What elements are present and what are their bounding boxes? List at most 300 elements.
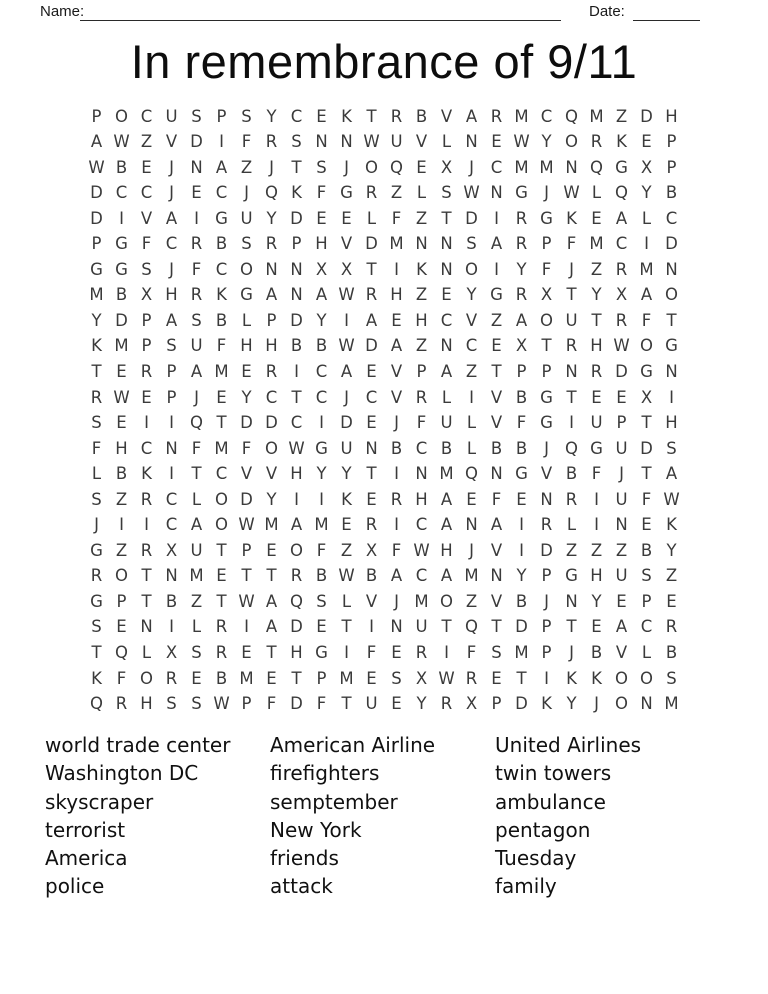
- grid-cell: T: [216, 540, 227, 560]
- grid-cell: P: [316, 668, 327, 688]
- grid-cell: Z: [615, 106, 628, 126]
- grid-cell: T: [366, 259, 377, 279]
- word-column: [270, 731, 495, 901]
- grid-cell: N: [490, 566, 503, 586]
- grid-cell: Q: [115, 643, 128, 662]
- word-item: terrorist: [45, 817, 126, 842]
- grid-cell: L: [366, 208, 377, 228]
- grid-cell: E: [316, 106, 327, 126]
- grid-cell: T: [491, 617, 502, 637]
- grid-cell: M: [314, 515, 329, 535]
- grid-cell: P: [216, 106, 227, 126]
- grid-cell: L: [441, 132, 452, 152]
- grid-cell: W: [88, 157, 105, 177]
- grid-cell: C: [315, 387, 328, 407]
- word-list: [45, 731, 725, 901]
- grid-cell: C: [215, 464, 228, 484]
- grid-cell: R: [515, 234, 528, 254]
- grid-cell: J: [244, 183, 249, 203]
- grid-cell: I: [369, 617, 374, 637]
- grid-cell: B: [665, 183, 678, 203]
- grid-cell: I: [519, 540, 524, 560]
- grid-cell: A: [265, 591, 278, 611]
- grid-cell: N: [490, 464, 503, 484]
- grid-cell: D: [365, 336, 378, 356]
- grid-cell: Q: [190, 413, 203, 433]
- grid-cell: S: [441, 183, 452, 203]
- grid-cell: G: [340, 183, 353, 203]
- grid-cell: F: [241, 438, 252, 458]
- grid-cell: Y: [566, 694, 577, 714]
- grid-cell: E: [141, 387, 152, 407]
- grid-cell: P: [541, 234, 552, 254]
- grid-cell: V: [465, 310, 478, 330]
- grid-cell: A: [290, 515, 303, 535]
- grid-cell: H: [165, 285, 178, 305]
- grid-cell: L: [566, 515, 577, 535]
- grid-cell: N: [465, 515, 478, 535]
- grid-cell: H: [290, 464, 303, 484]
- grid-cell: Q: [265, 183, 278, 203]
- grid-cell: B: [390, 438, 403, 458]
- grid-cell: P: [666, 132, 677, 152]
- grid-cell: F: [266, 694, 277, 714]
- grid-cell: E: [491, 668, 502, 688]
- grid-cell: N: [665, 259, 678, 279]
- grid-cell: R: [140, 361, 153, 381]
- grid-cell: W: [238, 591, 255, 611]
- word-item: Washington DC: [45, 761, 199, 786]
- grid-cell: I: [444, 643, 449, 662]
- grid-cell: J: [169, 157, 174, 177]
- grid-cell: E: [216, 566, 227, 586]
- grid-cell: S: [316, 591, 327, 611]
- grid-cell: E: [216, 387, 227, 407]
- grid-cell: T: [441, 617, 452, 637]
- grid-cell: S: [316, 157, 327, 177]
- grid-cell: N: [165, 438, 178, 458]
- grid-cell: S: [166, 336, 177, 356]
- grid-cell: P: [541, 643, 552, 662]
- grid-cell: O: [540, 310, 553, 330]
- grid-cell: Y: [241, 387, 252, 407]
- grid-cell: E: [591, 617, 602, 637]
- grid-cell: C: [165, 234, 178, 254]
- grid-cell: G: [90, 591, 103, 611]
- grid-cell: W: [663, 489, 680, 509]
- grid-cell: E: [316, 208, 327, 228]
- grid-cell: S: [466, 234, 477, 254]
- grid-cell: L: [241, 310, 252, 330]
- grid-cell: M: [264, 515, 279, 535]
- grid-cell: O: [465, 259, 478, 279]
- grid-cell: L: [441, 387, 452, 407]
- grid-cell: Z: [240, 157, 253, 177]
- grid-cell: A: [665, 464, 678, 484]
- grid-cell: Z: [615, 540, 628, 560]
- grid-cell: H: [590, 336, 603, 356]
- grid-cell: F: [641, 310, 652, 330]
- grid-cell: G: [590, 438, 603, 458]
- grid-cell: Q: [290, 591, 303, 611]
- grid-cell: A: [315, 285, 328, 305]
- grid-cell: N: [465, 132, 478, 152]
- grid-cell: F: [141, 234, 152, 254]
- grid-cell: L: [191, 617, 202, 637]
- grid-cell: L: [641, 208, 652, 228]
- grid-cell: P: [141, 336, 152, 356]
- grid-cell: P: [516, 361, 527, 381]
- grid-cell: Y: [266, 489, 277, 509]
- grid-cell: W: [338, 566, 355, 586]
- grid-cell: N: [190, 157, 203, 177]
- grid-cell: A: [265, 617, 278, 637]
- grid-cell: D: [115, 310, 128, 330]
- grid-cell: X: [165, 643, 178, 662]
- grid-cell: A: [390, 566, 403, 586]
- grid-cell: R: [215, 643, 228, 662]
- word-item: semptember: [270, 789, 398, 814]
- grid-cell: R: [615, 310, 628, 330]
- grid-cell: E: [141, 157, 152, 177]
- grid-cell: J: [169, 259, 174, 279]
- grid-cell: M: [339, 668, 354, 688]
- page-title: In remembrance of 9/11: [130, 35, 638, 88]
- grid-cell: D: [240, 489, 253, 509]
- date-label: Date:: [589, 3, 625, 20]
- grid-cell: S: [666, 668, 677, 688]
- grid-cell: R: [490, 106, 503, 126]
- grid-cell: O: [365, 157, 378, 177]
- grid-cell: A: [390, 336, 403, 356]
- grid-cell: A: [215, 157, 228, 177]
- grid-cell: C: [540, 106, 553, 126]
- grid-cell: I: [319, 413, 324, 433]
- grid-cell: R: [590, 132, 603, 152]
- grid-cell: M: [89, 285, 104, 305]
- grid-cell: L: [466, 413, 477, 433]
- grid-cell: G: [540, 208, 553, 228]
- grid-cell: N: [415, 234, 428, 254]
- grid-cell: N: [540, 489, 553, 509]
- grid-cell: T: [591, 310, 602, 330]
- grid-cell: E: [366, 668, 377, 688]
- grid-cell: M: [189, 566, 204, 586]
- grid-cell: E: [591, 387, 602, 407]
- grid-cell: U: [190, 540, 203, 560]
- grid-cell: O: [215, 515, 228, 535]
- grid-cell: N: [565, 157, 578, 177]
- grid-cell: A: [615, 208, 628, 228]
- grid-cell: V: [490, 387, 503, 407]
- name-blank-line: [80, 6, 561, 21]
- grid-cell: D: [240, 413, 253, 433]
- grid-cell: C: [640, 617, 653, 637]
- grid-cell: E: [391, 310, 402, 330]
- grid-cell: D: [540, 540, 553, 560]
- grid-cell: O: [440, 591, 453, 611]
- grid-cell: R: [390, 489, 403, 509]
- grid-cell: E: [366, 361, 377, 381]
- grid-cell: F: [241, 132, 252, 152]
- grid-cell: R: [565, 489, 578, 509]
- grid-cell: A: [265, 285, 278, 305]
- grid-cell: A: [615, 617, 628, 637]
- grid-cell: D: [515, 694, 528, 714]
- grid-cell: T: [666, 310, 677, 330]
- grid-cell: K: [341, 489, 352, 509]
- grid-cell: U: [390, 132, 403, 152]
- grid-cell: O: [665, 285, 678, 305]
- grid-cell: G: [315, 643, 328, 662]
- grid-cell: C: [440, 310, 453, 330]
- grid-cell: P: [641, 591, 652, 611]
- grid-cell: R: [540, 515, 553, 535]
- grid-cell: E: [616, 387, 627, 407]
- grid-cell: V: [440, 106, 453, 126]
- grid-cell: Y: [516, 566, 527, 586]
- grid-cell: Y: [666, 540, 677, 560]
- grid-cell: V: [490, 591, 503, 611]
- grid-cell: C: [165, 515, 178, 535]
- grid-cell: A: [465, 106, 478, 126]
- grid-cell: C: [140, 438, 153, 458]
- word-item: pentagon: [495, 817, 591, 842]
- grid-cell: Z: [390, 183, 403, 203]
- grid-cell: K: [91, 336, 102, 356]
- grid-cell: L: [641, 643, 652, 662]
- grid-cell: R: [165, 668, 178, 688]
- grid-cell: Y: [91, 310, 102, 330]
- grid-cell: E: [641, 515, 652, 535]
- grid-cell: K: [141, 464, 152, 484]
- grid-cell: Z: [190, 591, 203, 611]
- grid-cell: K: [591, 668, 602, 688]
- grid-cell: U: [565, 310, 578, 330]
- grid-cell: I: [344, 643, 349, 662]
- grid-cell: G: [315, 438, 328, 458]
- grid-cell: J: [394, 413, 399, 433]
- grid-cell: T: [516, 668, 527, 688]
- grid-cell: I: [169, 617, 174, 637]
- grid-cell: M: [114, 336, 129, 356]
- grid-cell: O: [615, 694, 628, 714]
- grid-cell: E: [191, 668, 202, 688]
- grid-cell: I: [494, 208, 499, 228]
- grid-cell: K: [291, 183, 302, 203]
- grid-cell: D: [615, 361, 628, 381]
- grid-cell: O: [115, 566, 128, 586]
- grid-cell: G: [640, 361, 653, 381]
- grid-cell: J: [169, 183, 174, 203]
- grid-cell: D: [90, 183, 103, 203]
- grid-cell: H: [415, 489, 428, 509]
- grid-cell: L: [416, 183, 427, 203]
- grid-cell: Y: [316, 310, 327, 330]
- grid-cell: Z: [115, 489, 128, 509]
- grid-cell: N: [565, 361, 578, 381]
- grid-cell: E: [416, 157, 427, 177]
- grid-cell: N: [440, 234, 453, 254]
- grid-cell: M: [514, 106, 529, 126]
- grid-cell: R: [665, 617, 678, 637]
- grid-cell: Y: [641, 183, 652, 203]
- grid-cell: B: [215, 310, 228, 330]
- grid-cell: M: [389, 234, 404, 254]
- grid-cell: B: [515, 387, 528, 407]
- grid-cell: D: [640, 106, 653, 126]
- grid-cell: J: [344, 157, 349, 177]
- grid-cell: G: [115, 234, 128, 254]
- grid-cell: T: [566, 387, 577, 407]
- grid-cell: I: [244, 617, 249, 637]
- grid-cell: V: [415, 132, 428, 152]
- grid-cell: J: [469, 157, 474, 177]
- grid-cell: R: [265, 132, 278, 152]
- grid-cell: J: [194, 387, 199, 407]
- grid-cell: S: [391, 668, 402, 688]
- grid-cell: T: [641, 413, 652, 433]
- grid-cell: N: [390, 617, 403, 637]
- grid-cell: Z: [415, 208, 428, 228]
- grid-cell: S: [241, 234, 252, 254]
- grid-cell: E: [491, 132, 502, 152]
- grid-cell: R: [590, 361, 603, 381]
- grid-cell: D: [640, 438, 653, 458]
- grid-cell: D: [340, 413, 353, 433]
- grid-cell: M: [214, 361, 229, 381]
- grid-cell: G: [665, 336, 678, 356]
- grid-cell: Z: [590, 259, 603, 279]
- grid-cell: T: [366, 106, 377, 126]
- grid-cell: S: [666, 438, 677, 458]
- grid-cell: H: [265, 336, 278, 356]
- grid-cell: I: [519, 515, 524, 535]
- grid-cell: R: [90, 387, 103, 407]
- grid-cell: E: [391, 643, 402, 662]
- grid-cell: E: [116, 617, 127, 637]
- grid-cell: N: [665, 361, 678, 381]
- grid-cell: C: [265, 387, 278, 407]
- grid-cell: A: [90, 132, 103, 152]
- grid-cell: W: [113, 132, 130, 152]
- grid-cell: N: [565, 591, 578, 611]
- grid-cell: N: [265, 259, 278, 279]
- grid-cell: Y: [516, 259, 527, 279]
- word-item: firefighters: [270, 761, 380, 786]
- grid-cell: P: [416, 361, 427, 381]
- grid-cell: C: [365, 387, 378, 407]
- grid-cell: X: [340, 259, 353, 279]
- grid-cell: K: [566, 208, 577, 228]
- grid-cell: O: [290, 540, 303, 560]
- grid-cell: P: [241, 540, 252, 560]
- grid-cell: J: [594, 694, 599, 714]
- grid-cell: B: [315, 336, 328, 356]
- grid-cell: E: [191, 183, 202, 203]
- grid-cell: U: [590, 413, 603, 433]
- grid-cell: I: [169, 464, 174, 484]
- grid-cell: E: [591, 208, 602, 228]
- grid-cell: M: [589, 106, 604, 126]
- grid-cell: O: [615, 668, 628, 688]
- grid-cell: L: [91, 464, 102, 484]
- grid-cell: C: [115, 183, 128, 203]
- grid-cell: P: [266, 310, 277, 330]
- grid-cell: B: [365, 566, 378, 586]
- grid-cell: B: [215, 668, 228, 688]
- grid-cell: E: [241, 643, 252, 662]
- grid-cell: S: [641, 566, 652, 586]
- grid-cell: B: [440, 438, 453, 458]
- grid-cell: J: [269, 157, 274, 177]
- grid-cell: E: [266, 540, 277, 560]
- grid-cell: M: [514, 157, 529, 177]
- grid-cell: Q: [90, 694, 103, 714]
- grid-cell: I: [144, 413, 149, 433]
- grid-cell: E: [616, 591, 627, 611]
- grid-cell: C: [290, 413, 303, 433]
- grid-cell: X: [465, 694, 478, 714]
- grid-cell: B: [590, 643, 603, 662]
- grid-cell: J: [344, 387, 349, 407]
- grid-cell: N: [140, 617, 153, 637]
- grid-cell: Y: [266, 106, 277, 126]
- grid-cell: B: [115, 464, 128, 484]
- grid-cell: F: [116, 668, 127, 688]
- word-item: police: [45, 874, 105, 899]
- grid-cell: M: [589, 234, 604, 254]
- grid-cell: I: [144, 515, 149, 535]
- grid-cell: V: [140, 208, 153, 228]
- grid-cell: V: [265, 464, 278, 484]
- grid-cell: Y: [591, 285, 602, 305]
- grid-cell: Q: [590, 157, 603, 177]
- grid-cell: X: [615, 285, 628, 305]
- grid-cell: Z: [465, 591, 478, 611]
- grid-cell: F: [391, 540, 402, 560]
- grid-cell: A: [440, 515, 453, 535]
- grid-cell: H: [665, 413, 678, 433]
- grid-cell: B: [115, 157, 128, 177]
- grid-cell: W: [613, 336, 630, 356]
- grid-cell: S: [241, 106, 252, 126]
- grid-cell: W: [413, 540, 430, 560]
- grid-cell: T: [191, 464, 202, 484]
- grid-cell: Z: [415, 285, 428, 305]
- grid-cell: X: [440, 157, 453, 177]
- grid-cell: J: [569, 643, 574, 662]
- word-item: family: [495, 874, 557, 899]
- grid-cell: R: [365, 285, 378, 305]
- grid-cell: C: [415, 515, 428, 535]
- grid-cell: W: [438, 668, 455, 688]
- grid-cell: T: [341, 617, 352, 637]
- grid-cell: R: [465, 668, 478, 688]
- grid-cell: R: [390, 106, 403, 126]
- word-item: Tuesday: [495, 846, 577, 871]
- grid-cell: W: [513, 132, 530, 152]
- grid-cell: X: [640, 157, 653, 177]
- grid-cell: I: [294, 361, 299, 381]
- grid-cell: Z: [465, 361, 478, 381]
- grid-cell: A: [365, 310, 378, 330]
- grid-cell: J: [544, 591, 549, 611]
- grid-cell: T: [266, 643, 277, 662]
- grid-cell: H: [390, 285, 403, 305]
- grid-cell: G: [540, 387, 553, 407]
- grid-cell: A: [490, 234, 503, 254]
